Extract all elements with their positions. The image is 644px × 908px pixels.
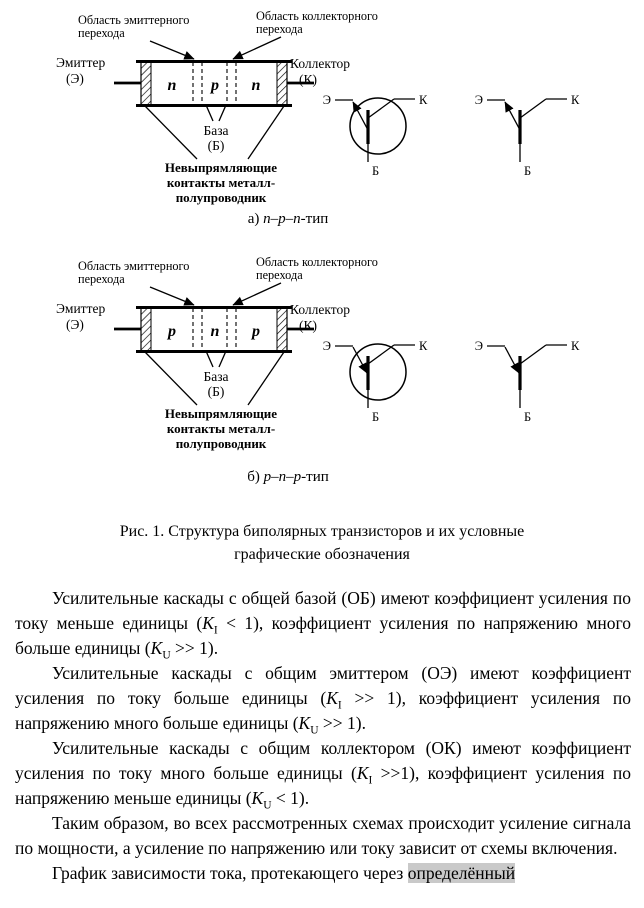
collector-wire — [368, 99, 394, 118]
contacts-label: полупроводник — [175, 436, 267, 451]
terminal-e-label: Э — [474, 93, 483, 107]
collector-wire — [520, 345, 546, 364]
text-run: Усилительные каскады с общим коллектором (ОК) имеют коэффициент усиления по току много больше единицы ( — [15, 738, 631, 783]
transistor-symbol-pnp — [475, 339, 580, 424]
figure-b-caption — [247, 469, 329, 485]
text-run: определённый — [407, 863, 516, 883]
terminal-b-label: Б — [372, 410, 380, 424]
caption-text: б) — [247, 469, 264, 485]
emitter-label: Эмиттер — [56, 301, 106, 316]
symbol-circle — [350, 344, 406, 400]
caption-text: n–p–n — [263, 211, 301, 227]
formula-variable: $K_I$ — [202, 613, 218, 637]
region-letter: p — [252, 323, 260, 340]
base-pointer-line — [219, 105, 226, 121]
transistor-symbol-circled-pnp — [323, 339, 428, 424]
text-run: Усилительные каскады с общей базой (ОБ) имеют коэффициент усиления по току меньше единицы ( — [15, 588, 631, 633]
transistor-symbol-circled-npn — [323, 93, 428, 178]
emitter-junction-label: перехода — [78, 26, 125, 40]
text-run: >>1), коэффициент усиления по напряжению меньше единицы ( — [15, 763, 631, 808]
body-text — [15, 586, 631, 886]
collector-symbol-label: (К) — [299, 318, 317, 333]
terminal-k-label: К — [419, 93, 428, 107]
contacts-label: полупроводник — [175, 190, 267, 205]
caption-text: -тип — [300, 211, 329, 227]
metal-contact-left — [141, 308, 151, 351]
figure-caption — [0, 520, 644, 566]
collector-symbol-label: (К) — [299, 72, 317, 87]
contact-pointer-line — [248, 106, 284, 159]
paragraph — [15, 661, 631, 736]
emitter-junction-label: перехода — [78, 272, 125, 286]
formula-variable: $K_U$ — [298, 713, 319, 737]
terminal-k-label: К — [419, 339, 428, 353]
structure-diagram-npn — [56, 9, 378, 205]
text-run: < 1). — [271, 788, 310, 808]
figure-a-caption — [248, 211, 329, 227]
emitter-junction-label: Область эмиттерного — [78, 259, 190, 273]
base-pointer-line — [206, 351, 213, 367]
emitter-junction-arrow — [150, 287, 194, 305]
text-run: Усилительные каскады с общим эмиттером (ОЭ) имеют коэффициент усиления по току больше единицы ( — [15, 663, 631, 708]
region-letter: n — [210, 323, 220, 340]
base-symbol-label: (Б) — [207, 138, 225, 153]
figure-b-pnp — [0, 250, 644, 494]
text-run: < 1), коэффициент усиления по напряжению много больше единицы ( — [15, 613, 631, 658]
emitter-label: Эмиттер — [56, 55, 106, 70]
collector-junction-label: Область коллекторного — [256, 255, 378, 269]
collector-junction-arrow — [233, 283, 281, 305]
contacts-label: контакты металл- — [166, 175, 276, 190]
terminal-e-label: Э — [474, 339, 483, 353]
formula-variable: $K_I$ — [356, 763, 373, 787]
emitter-arrow — [505, 102, 520, 130]
collector-label: Коллектор — [290, 302, 350, 317]
formula-variable: $K_U$ — [150, 638, 171, 662]
emitter-junction-arrow — [150, 41, 194, 59]
paragraph — [15, 586, 631, 661]
text-run: График зависимости тока, протекающего через — [52, 863, 408, 883]
metal-contact-right — [277, 62, 287, 105]
caption-text: а) — [247, 211, 264, 227]
collector-wire — [520, 99, 546, 118]
collector-junction-label: Область коллекторного — [256, 9, 378, 23]
contacts-label: Невыпрямляющие — [164, 160, 278, 175]
emitter-junction-label: Область эмиттерного — [78, 13, 190, 27]
terminal-e-label: Э — [322, 93, 331, 107]
base-label: База — [203, 369, 229, 384]
text-run: >> 1). — [318, 713, 366, 733]
emitter-arrow — [353, 102, 368, 130]
figure-a-npn — [0, 4, 644, 244]
caption-text: p–n–p — [263, 469, 302, 485]
text-run: Таким образом, во всех рассмотренных схемах происходит усиление сигнала по мощности, а усиление по напряжению или току зависит от схемы включения. — [15, 813, 631, 858]
terminal-b-label: Б — [372, 164, 380, 178]
base-label: База — [203, 123, 229, 138]
caption-text: -тип — [301, 469, 329, 485]
structure-diagram-pnp — [56, 255, 378, 451]
collector-wire — [368, 345, 394, 364]
region-letter: p — [211, 77, 219, 94]
collector-junction-arrow — [233, 37, 281, 59]
base-pointer-line — [206, 105, 213, 121]
contacts-label: Невыпрямляющие — [164, 406, 278, 421]
text-run: >> 1), коэффициент усиления по напряжению много больше единицы ( — [15, 688, 631, 733]
figure-caption-line2: графические обозначения — [234, 546, 410, 563]
formula-variable: $K_I$ — [326, 688, 342, 712]
region-letter: n — [167, 77, 177, 94]
paragraph — [15, 736, 631, 811]
transistor-symbol-npn — [475, 93, 580, 178]
figure-caption-line1: Рис. 1. Структура биполярных транзисторов и их условные — [119, 523, 525, 540]
terminal-e-label: Э — [322, 339, 331, 353]
metal-contact-right — [277, 308, 287, 351]
terminal-b-label: Б — [524, 164, 532, 178]
symbol-circle — [350, 98, 406, 154]
paragraph — [15, 861, 631, 886]
collector-label: Коллектор — [290, 56, 350, 71]
contact-pointer-line — [145, 352, 197, 405]
contacts-label: контакты металл- — [166, 421, 276, 436]
paragraph — [15, 811, 631, 861]
text-run: >> 1). — [170, 638, 219, 658]
base-pointer-line — [219, 351, 226, 367]
emitter-arrow — [505, 347, 519, 373]
formula-variable: $K_U$ — [251, 788, 272, 812]
terminal-k-label: К — [571, 93, 580, 107]
contact-pointer-line — [145, 106, 197, 159]
contact-pointer-line — [248, 352, 284, 405]
terminal-k-label: К — [571, 339, 580, 353]
base-symbol-label: (Б) — [207, 384, 225, 399]
metal-contact-left — [141, 62, 151, 105]
emitter-symbol-label: (Э) — [66, 317, 84, 332]
emitter-symbol-label: (Э) — [66, 71, 84, 86]
terminal-b-label: Б — [524, 410, 532, 424]
region-letter: p — [168, 323, 176, 340]
collector-junction-label: перехода — [256, 268, 303, 282]
collector-junction-label: перехода — [256, 22, 303, 36]
region-letter: n — [251, 77, 261, 94]
